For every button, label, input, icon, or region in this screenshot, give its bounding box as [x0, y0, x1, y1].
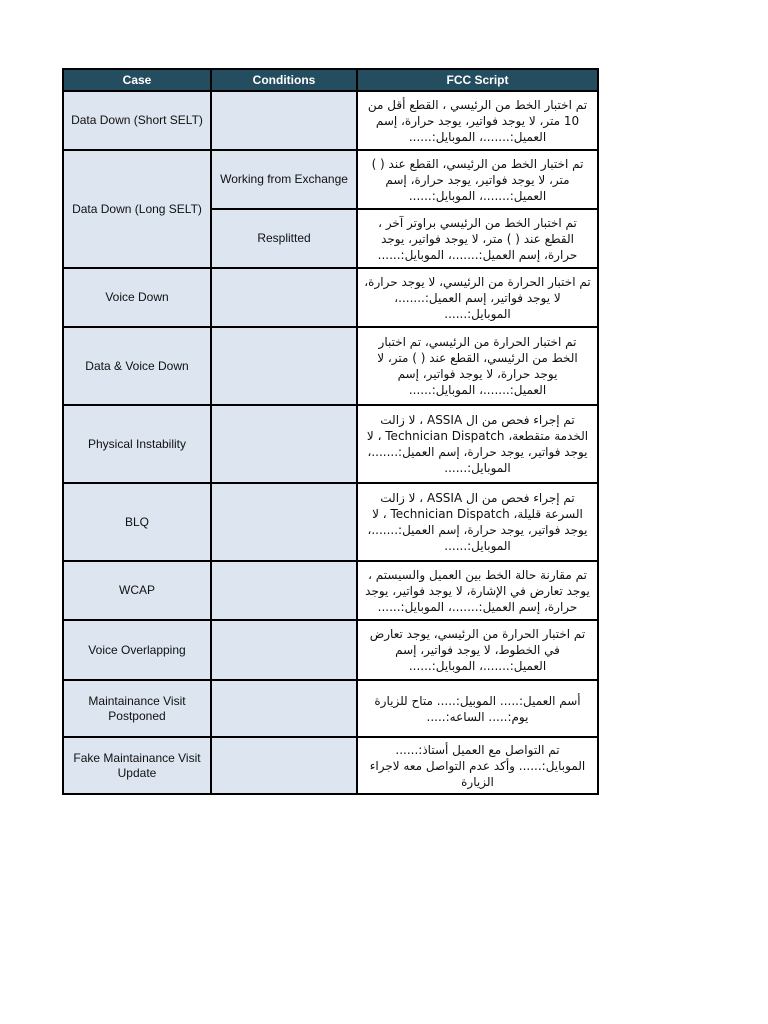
case-cell: Data Down (Long SELT) [63, 150, 211, 268]
script-cell: تم مقارنة حالة الخط بين العميل والسيستم ، يوجد تعارض في الإشارة، لا يوجد فواتير، يوجد حرارة، إسم العميل:.......، الموبايل:...... [357, 561, 598, 620]
condition-cell: Working from Exchange [211, 150, 357, 209]
condition-cell [211, 405, 357, 483]
table-row [63, 150, 598, 209]
case-cell: WCAP [63, 561, 211, 620]
condition-cell [211, 268, 357, 327]
script-cell: تم اختبار الخط من الرئيسي، القطع عند ( ) متر، لا يوجد فواتير، يوجد حرارة، إسم العميل:.......، الموبايل:...... [357, 150, 598, 209]
table-header-row [63, 69, 598, 91]
header-case: Case [63, 69, 211, 91]
case-cell: Voice Down [63, 268, 211, 327]
table-row [63, 737, 598, 794]
condition-cell [211, 620, 357, 680]
table-row [63, 483, 598, 561]
condition-cell [211, 737, 357, 794]
script-cell: تم إجراء فحص من ال ASSIA ، لا زالت السرعة قليلة، Technician Dispatch ، لا يوجد فواتير، يوجد حرارة، إسم العميل:.......، الموبايل:...... [357, 483, 598, 561]
condition-cell: Resplitted [211, 209, 357, 268]
script-cell: تم اختبار الحرارة من الرئيسي، لا يوجد حرارة، لا يوجد فواتير، إسم العميل:.......، الموبايل:...... [357, 268, 598, 327]
script-cell: تم اختبار الحرارة من الرئيسي، يوجد تعارض في الخطوط، لا يوجد فواتير، إسم العميل:.......، الموبايل:...... [357, 620, 598, 680]
table-row [63, 680, 598, 737]
case-cell: Voice Overlapping [63, 620, 211, 680]
condition-cell [211, 91, 357, 150]
condition-cell [211, 561, 357, 620]
case-cell: Physical Instability [63, 405, 211, 483]
script-cell: تم إجراء فحص من ال ASSIA ، لا زالت الخدمة متقطعة، Technician Dispatch ، لا يوجد فواتير، يوجد حرارة، إسم العميل:.......، الموبايل:...... [357, 405, 598, 483]
table-row [63, 620, 598, 680]
script-cell: أسم العميل:..... الموبيل:..... متاح للزيارة يوم:..... الساعه:..... [357, 680, 598, 737]
condition-cell [211, 680, 357, 737]
case-cell: Maintainance Visit Postponed [63, 680, 211, 737]
table-row [63, 405, 598, 483]
header-conditions: Conditions [211, 69, 357, 91]
condition-cell [211, 483, 357, 561]
condition-cell [211, 327, 357, 405]
script-cell: تم التواصل مع العميل أستاذ:...... الموبايل:...... وأكد عدم التواصل معه لاجراء الزيارة [357, 737, 598, 794]
table-row [63, 327, 598, 405]
case-cell: Fake Maintainance Visit Update [63, 737, 211, 794]
table-row [63, 268, 598, 327]
header-fcc-script: FCC Script [357, 69, 598, 91]
table-row [63, 91, 598, 150]
case-cell: Data & Voice Down [63, 327, 211, 405]
case-cell: BLQ [63, 483, 211, 561]
script-cell: تم اختبار الحرارة من الرئيسي، تم اختبار الخط من الرئيسي، القطع عند ( ) متر، لا يوجد حرارة، لا يوجد فواتير، إسم العميل:.......، الموبايل:...... [357, 327, 598, 405]
script-cell: تم اختبار الخط من الرئيسي براوتر آخر ، القطع عند ( ) متر، لا يوجد فواتير، يوجد حرارة، إسم العميل:.......، الموبايل:...... [357, 209, 598, 268]
table-row [63, 561, 598, 620]
script-cell: تم اختبار الخط من الرئيسي ، القطع أقل من 10 متر، لا يوجد فواتير، يوجد حرارة، إسم العميل:.......، الموبايل:...... [357, 91, 598, 150]
fcc-script-table [62, 68, 599, 795]
case-cell: Data Down (Short SELT) [63, 91, 211, 150]
